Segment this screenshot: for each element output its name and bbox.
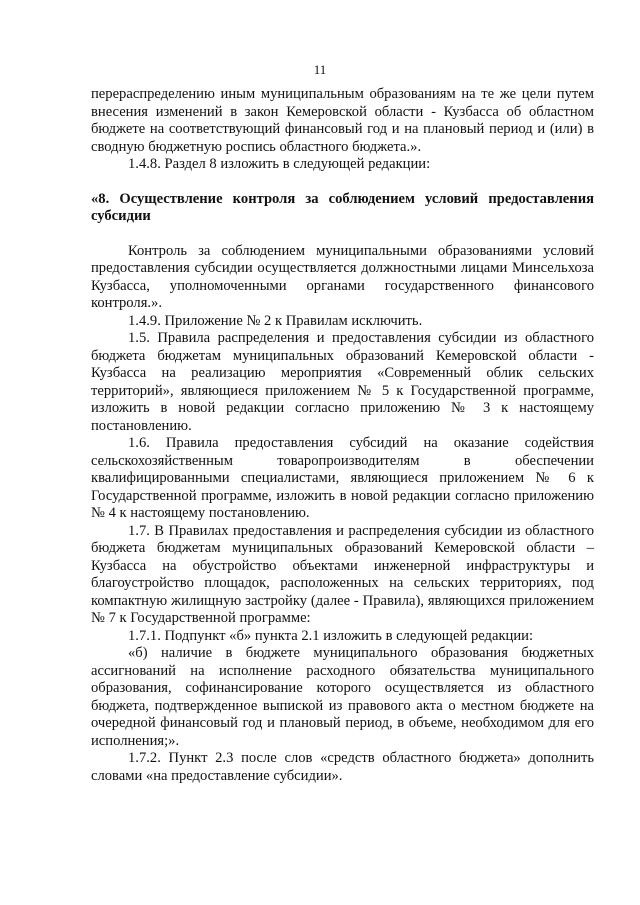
paragraph-1-7-1: 1.7.1. Подпункт «б» пункта 2.1 изложить в следующей редакции: [128, 627, 534, 644]
spacer [91, 226, 594, 243]
paragraph-subitem-b: «б) наличие в бюджете муниципального образования бюджетных ассигнований на исполнение расходного обязательства муниципального образования, софинансирование которого осуществляется из областного бюджета, подтвержденное выпиской из правового акта о местном бюджете на очередной финансовый год и плановый период, в объеме, необходимом для его исполнения;». [91, 645, 594, 749]
paragraph-1-7-2: 1.7.2. Пункт 2.3 после слов «средств областного бюджета» дополнить словами «на предоставление субсидии». [91, 750, 594, 784]
document-body [91, 86, 594, 785]
paragraph-continuation: перераспределению иным муниципальным образованиям на те же цели путем внесения изменений в закон Кемеровской области - Кузбасса об областном бюджете на соответствующий финансовый год и на плановый период и (или) в сводную бюджетную роспись областного бюджета.». [91, 86, 594, 155]
paragraph-control: Контроль за соблюдением муниципальными образованиями условий предоставления субсидии осуществляется должностными лицами Минсельхоза Кузбасса, уполномоченными органами государственного финансового контроля.». [91, 242, 594, 311]
page-number: 11 [313, 62, 327, 77]
paragraph-1-5: 1.5. Правила распределения и предоставления субсидии из областного бюджета бюджетам муниципальных образований Кемеровской области - Кузбасса на реализацию мероприятия «Современный облик сельских территорий», являющиеся приложением № 5 к Государственной программе, изложить в новой редакции согласно приложению № 3 к настоящему постановлению. [91, 330, 594, 434]
paragraph-1-4-8: 1.4.8. Раздел 8 изложить в следующей редакции: [128, 156, 431, 172]
paragraph-1-6: 1.6. Правила предоставления субсидий на оказание содействия сельскохозяйственным товаропроизводителям в обеспечении квалифицированными специалистами, являющиеся приложением № 6 к Государственной программе, изложить в новой редакции согласно приложению № 4 к настоящему постановлению. [91, 435, 594, 521]
spacer [91, 174, 594, 191]
paragraph-1-7: 1.7. В Правилах предоставления и распределения субсидии из областного бюджета бюджетам муниципальных образований Кемеровской области – Кузбасса на обустройство объектами инженерной инфраструктуры и благоустройство площадок, расположенных на сельских территориях, под компактную жилищную застройку (далее - Правила), являющихся приложением № 7 к Государственной программе: [91, 522, 594, 626]
paragraph-1-4-9: 1.4.9. Приложение № 2 к Правилам исключить. [128, 312, 423, 329]
section-heading: «8. Осуществление контроля за соблюдением условий предоставления субсидии [91, 190, 594, 224]
